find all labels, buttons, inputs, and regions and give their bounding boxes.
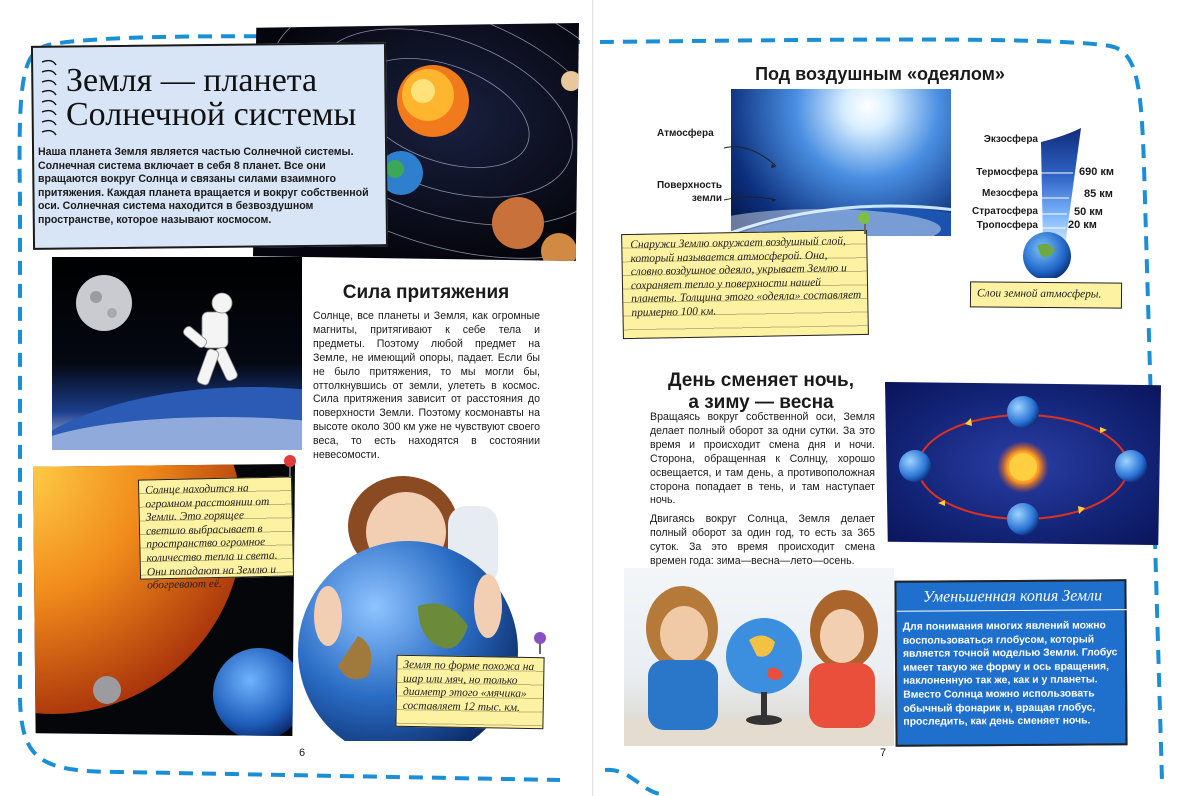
- atmosphere-layers-diagram: [1015, 128, 1090, 278]
- layers-caption: Слои земной атмосферы.: [970, 281, 1122, 308]
- green-pin: [858, 212, 870, 224]
- atmosphere-heading: Под воздушным «одеялом»: [755, 64, 1005, 84]
- astronaut-photo: [52, 257, 302, 450]
- sun-note: Солнце находится на огромном расстоянии от Земли. Это горящее светило выбрасывает в пространство огромное количество тепла и света. Они попадают на Землю и обогревают её.: [138, 476, 294, 579]
- spiral-binding: [38, 56, 60, 146]
- day-night-heading: [636, 370, 886, 414]
- label-surface: Поверхность земли: [656, 180, 722, 204]
- page-number-right: 7: [880, 747, 887, 759]
- layer-exosphere: Экзосфера: [983, 134, 1038, 145]
- page-number-left: 6: [299, 747, 306, 759]
- book-gutter: [592, 0, 594, 796]
- height-thermosphere: 690 км: [1079, 166, 1115, 178]
- day-heading-line-1: День сменяет ночь,: [667, 370, 855, 391]
- layer-thermosphere: Термосфера: [976, 167, 1038, 178]
- layer-mesosphere: Мезосфера: [981, 188, 1038, 199]
- height-troposphere: 20 км: [1068, 219, 1097, 231]
- atmosphere-note: Снаружи Землю окружает воздушный слой, который называется атмосферой. Она, словно воздушное одеяло, укрывает Землю и сохраняет тепло у поверхности нашей планеты. Толщина этого «одеяла» составляет примерно 100 км.: [621, 230, 869, 339]
- globe-box-title: Уменьшенная копия Земли: [896, 587, 1128, 612]
- orbit-diagram: [885, 382, 1161, 545]
- day-night-text-2: Двигаясь вокруг Солнца, Земля делает полный оборот за один год, то есть за 365 суток. За это время происходит смена времен года: зима—весна—лето—осень.: [650, 513, 875, 567]
- layer-troposphere: Тропосфера: [976, 220, 1038, 231]
- red-pin: [284, 455, 296, 467]
- day-night-text-1: Вращаясь вокруг собственной оси, Земля делает полный оборот за одни сутки. За это время и происходит смена дня и ночи. Сторона, обращенная к Солнцу, хорошо освещается, и там день, а противоположная сторона попадает в тень, и там наступает ночь.: [650, 411, 875, 507]
- globe-box-text: Для понимания многих явлений можно воспользоваться глобусом, который является точной моделью Земли. Глобус имеет такую же форму и ось вращения, наклоненную так же, как и у планеты. Вместо Солнца можно использовать обычный фонарик и, вращая глобус, проследить, как день сменяет ночь.: [902, 620, 1118, 728]
- height-stratosphere: 50 км: [1074, 206, 1103, 218]
- layer-stratosphere: Стратосфера: [972, 206, 1038, 217]
- gravity-text: Солнце, все планеты и Земля, как огромные магниты, притягивают к себе тела и предметы. Поэтому любой предмет на Земле, не имеющий опоры, падает. Если бы не было притяжения, то мы могли бы, оттолкнувшись от земли, улететь в космос. Сила притяжения зависит от расстояния до поверхности Земли. Поэтому космонавты на высоте около 300 км уже не чувствуют своего веса, то есть находятся в состоянии невесомости.: [313, 310, 540, 462]
- gravity-heading: Сила притяжения: [342, 282, 510, 303]
- globe-box: [894, 579, 1127, 747]
- day-heading-line-2: а зиму — весна: [688, 392, 834, 413]
- purple-pin: [534, 632, 546, 644]
- page-title: Земля — планета Солнечной системы: [66, 62, 357, 133]
- label-atmosphere: Атмосфера: [657, 128, 714, 139]
- height-mesosphere: 85 км: [1084, 188, 1113, 200]
- ball-note: Земля по форме похожа на шар или мяч, но только диаметр этого «мячика» составляет 12 тыс. км.: [395, 655, 544, 730]
- intro-text: Наша планета Земля является частью Солнечной системы. Солнечная система включает в себя 8 планет. Все они вращаются вокруг Солнца и связаны силами взаимного притяжения. Каждая планета вращается и вокруг собственной оси. Солнечная система находится в безвоздушном пространстве, которое называют космосом.: [38, 146, 369, 226]
- label-arrows: [720, 140, 780, 210]
- kids-globe-photo: [624, 568, 894, 746]
